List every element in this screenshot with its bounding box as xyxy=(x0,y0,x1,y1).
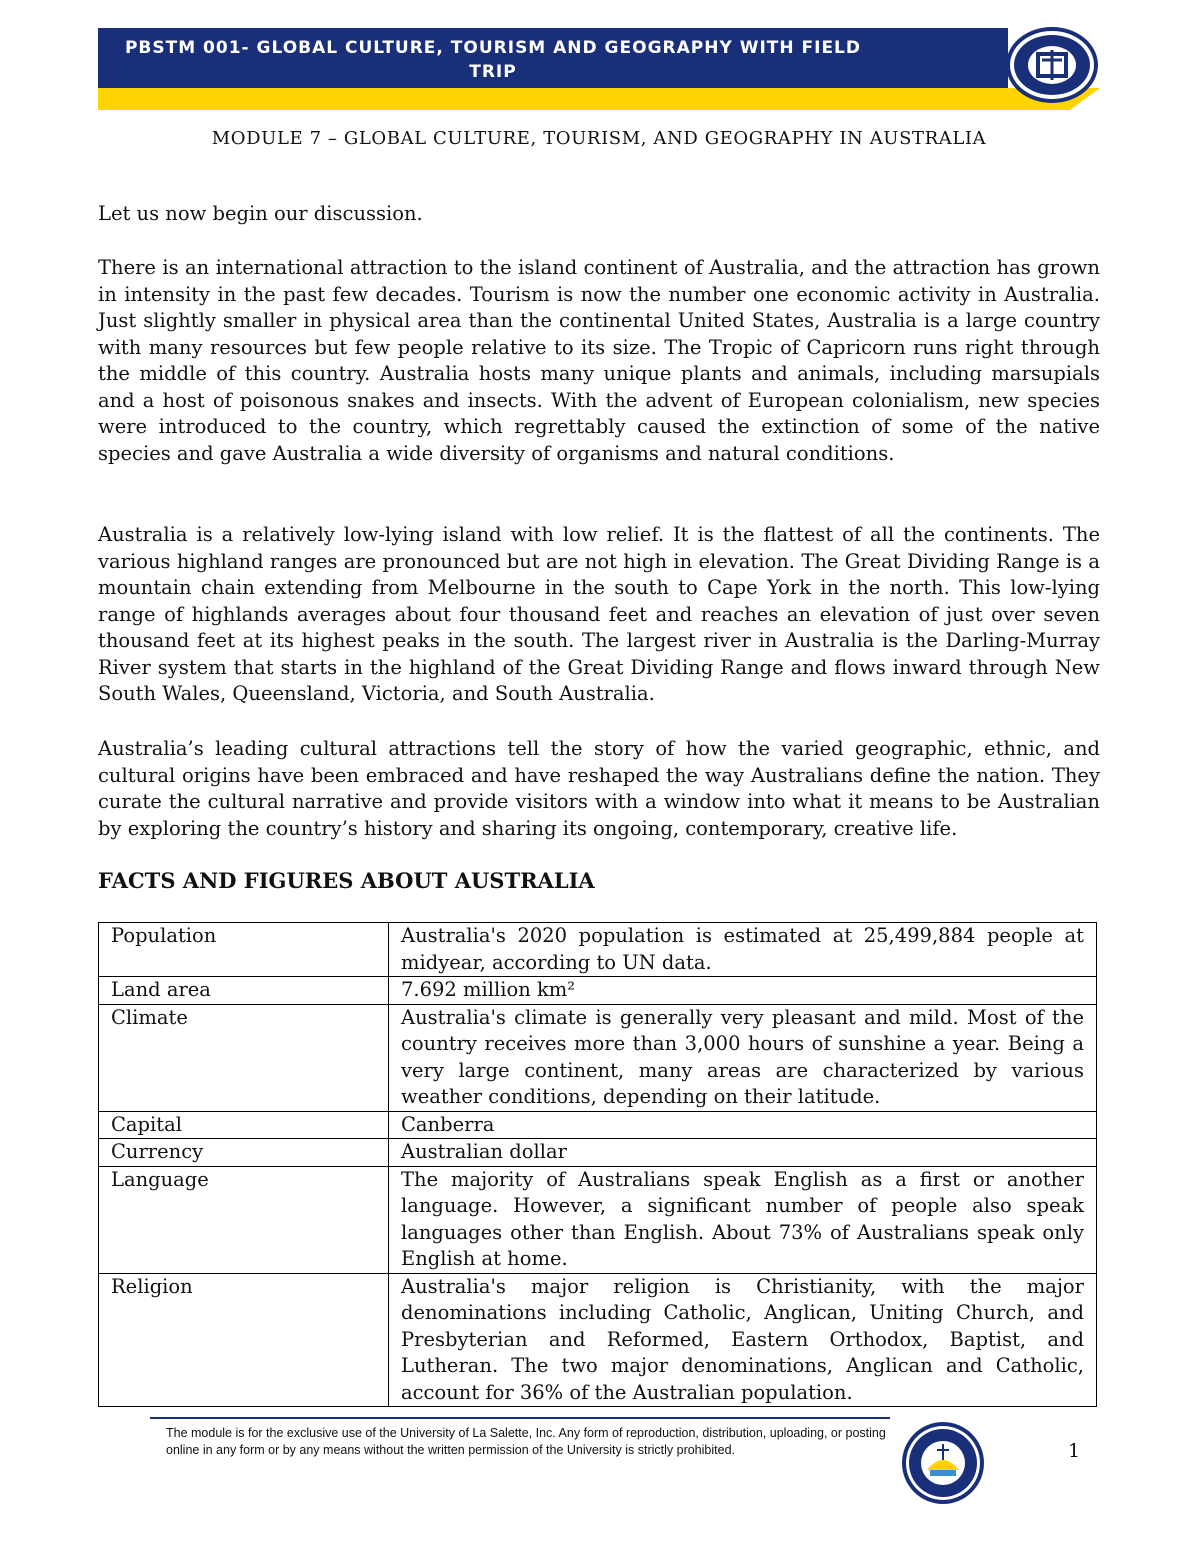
footer-notice: The module is for the exclusive use of the University of La Salette, Inc. Any form of reproduction, distribution, uploading, or posting online in any form or by any means without the written permission of the University is strictly prohibited. xyxy=(166,1426,886,1457)
table-row xyxy=(99,977,1097,1005)
fact-value: Australia's major religion is Christianity, with the major denominations including Catholic, Anglican, Uniting Church, and Presbyterian and Reformed, Eastern Orthodox, Baptist, and Lutheran. The two major denominations, Anglican and Catholic, account for 36% of the Australian population. xyxy=(389,1273,1097,1407)
fact-value: Australian dollar xyxy=(389,1139,1097,1167)
fact-label: Climate xyxy=(99,1004,389,1111)
fact-value: Canberra xyxy=(389,1111,1097,1139)
paragraph-geography: Australia is a relatively low-lying island with low relief. It is the flattest of all the continents. The various highland ranges are pronounced but are not high in elevation. The Great Dividing Range is a mountain chain extending from Melbourne in the south to Cape York in the north. This low-lying range of highlands averages about four thousand feet and reaches an elevation of just over seven thousand feet at its highest peaks in the south. The largest river in Australia is the Darling-Murray River system that starts in the highland of the Great Dividing Range and flows inward through New South Wales, Queensland, Victoria, and South Australia. xyxy=(98,523,1100,705)
fact-label: Religion xyxy=(99,1273,389,1407)
paragraph-culture: Australia’s leading cultural attractions tell the story of how the varied geographic, ethnic, and cultural origins have been embraced and have reshaped the way Australians define the nation. They curate the cultural narrative and provide visitors with a window into what it means to be Australian by exploring the country’s history and sharing its ongoing, contemporary, creative life. xyxy=(98,737,1100,840)
facts-table xyxy=(98,922,1097,1407)
table-row xyxy=(99,1111,1097,1139)
header-yellow-stripe xyxy=(98,88,1100,110)
university-seal-icon xyxy=(1002,24,1102,106)
facts-heading: FACTS AND FIGURES ABOUT AUSTRALIA xyxy=(98,868,595,893)
paragraph-attraction: There is an international attraction to the island continent of Australia, and the attraction has grown in intensity in the past few decades. Tourism is now the number one economic activity in Australia. Just slightly smaller in physical area than the continental United States, Australia is a large country with many resources but few people relative to its size. The Tropic of Capricorn runs right through the middle of this country. Australia hosts many unique plants and animals, including marsupials and a host of poisonous snakes and insects. With the advent of European colonialism, new species were introduced to the country, which regrettably caused the extinction of some of the native species and gave Australia a wide diversity of organisms and natural conditions. xyxy=(98,256,1100,465)
fact-value: Australia's climate is generally very pleasant and mild. Most of the country receives more than 3,000 hours of sunshine a year. Being a very large continent, many areas are characterized by various weather conditions, depending on their latitude. xyxy=(389,1004,1097,1111)
fact-label: Capital xyxy=(99,1111,389,1139)
table-row xyxy=(99,1139,1097,1167)
table-row xyxy=(99,1004,1097,1111)
fact-label: Currency xyxy=(99,1139,389,1167)
fact-value: Australia's 2020 population is estimated at 25,499,884 people at midyear, according to UN data. xyxy=(389,923,1097,977)
fact-label: Language xyxy=(99,1166,389,1273)
table-row xyxy=(99,1166,1097,1273)
table-row xyxy=(99,1273,1097,1407)
page-number: 1 xyxy=(1068,1440,1081,1462)
fact-value: The majority of Australians speak English as a first or another language. However, a significant number of people also speak languages other than English. About 73% of Australians speak only English at home. xyxy=(389,1166,1097,1273)
footer-seal-icon xyxy=(900,1420,986,1506)
footer-divider xyxy=(150,1417,890,1419)
module-title: MODULE 7 – GLOBAL CULTURE, TOURISM, AND GEOGRAPHY IN AUSTRALIA xyxy=(211,128,987,149)
table-row xyxy=(99,923,1097,977)
fact-value: 7.692 million km² xyxy=(389,977,1097,1005)
fact-label: Land area xyxy=(99,977,389,1005)
course-title: PBSTM 001- GLOBAL CULTURE, TOURISM AND GEOGRAPHY WITH FIELD TRIP xyxy=(124,38,862,82)
fact-label: Population xyxy=(99,923,389,977)
intro-paragraph: Let us now begin our discussion. xyxy=(98,202,423,225)
